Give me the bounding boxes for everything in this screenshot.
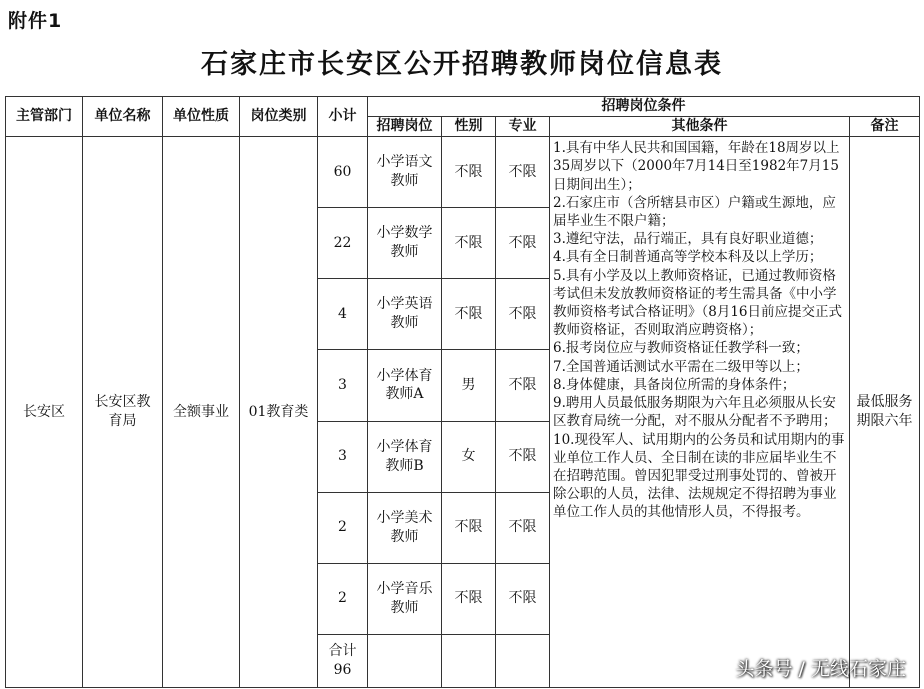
- condition-item: 1.具有中华人民共和国国籍，年龄在18周岁以上35周岁以下（2000年7月14日至1982年7月15日期间出生）；: [553, 140, 840, 193]
- cell-unit-name: 长安区教育局: [83, 137, 163, 688]
- cell-post: 小学英语教师: [368, 279, 442, 350]
- cell-gender: 不限: [442, 492, 496, 563]
- cell-major: 不限: [496, 350, 550, 421]
- cell-post: 小学语文教师: [368, 137, 442, 208]
- cell-post: 小学数学教师: [368, 208, 442, 279]
- cell-empty: [496, 634, 550, 687]
- condition-item: 10.现役军人、试用期内的公务员和试用期内的事业单位工作人员、全日制在读的非应届毕业生不在招聘范围。曾因犯罪受过刑事处罚的、曾被开除公职的人员，法律、法规规定不得招聘为事业单位工作人员的其他情形人员，不得报考。: [553, 431, 845, 521]
- condition-item: 8.身体健康，具备岗位所需的身体条件；: [553, 376, 796, 393]
- cell-other-conditions: [550, 137, 850, 688]
- cell-empty: [368, 634, 442, 687]
- cell-subtotal: 3: [318, 350, 368, 421]
- cell-dept: 长安区: [6, 137, 83, 688]
- cell-major: 不限: [496, 563, 550, 634]
- cell-total: [318, 634, 368, 687]
- attachment-label: 附件1: [8, 10, 63, 32]
- table-row: [6, 137, 920, 208]
- header-subtotal: 小计: [318, 97, 368, 137]
- cell-post-category: 01教育类: [240, 137, 318, 688]
- header-major: 专业: [496, 117, 550, 137]
- total-label: 合计: [328, 643, 357, 660]
- cell-unit-type: 全额事业: [163, 137, 240, 688]
- cell-post: 小学体育教师A: [368, 350, 442, 421]
- cell-subtotal: 2: [318, 563, 368, 634]
- total-value: 96: [333, 661, 352, 678]
- cell-major: 不限: [496, 208, 550, 279]
- cell-post: 小学体育教师B: [368, 421, 442, 492]
- recruitment-table: [5, 96, 920, 688]
- condition-item: 7.全国普通话测试水平需在二级甲等以上；: [553, 358, 809, 375]
- cell-gender: 不限: [442, 563, 496, 634]
- cell-gender: 不限: [442, 279, 496, 350]
- condition-item: 2.石家庄市（含所辖县市区）户籍或生源地，应届毕业生不限户籍；: [553, 194, 836, 229]
- header-unit-name: 单位名称: [83, 97, 163, 137]
- cell-subtotal: 3: [318, 421, 368, 492]
- header-gender: 性别: [442, 117, 496, 137]
- page-title: 石家庄市长安区公开招聘教师岗位信息表: [201, 49, 723, 80]
- condition-item: 6.报考岗位应与教师资格证任教学科一致；: [553, 340, 809, 357]
- cell-gender: 不限: [442, 137, 496, 208]
- header-post-category: 岗位类别: [240, 97, 318, 137]
- watermark: 头条号 / 无线石家庄: [735, 658, 906, 680]
- condition-item: 3.遵纪守法，品行端正，具有良好职业道德；: [553, 231, 823, 248]
- cell-major: 不限: [496, 137, 550, 208]
- cell-subtotal: 2: [318, 492, 368, 563]
- cell-empty: [442, 634, 496, 687]
- cell-post: 小学美术教师: [368, 492, 442, 563]
- header-unit-type: 单位性质: [163, 97, 240, 137]
- header-remark: 备注: [850, 117, 920, 137]
- condition-item: 5.具有小学及以上教师资格证，已通过教师资格考试但未发放教师资格证的考生需具备《中小学教师资格考试合格证明》（8月16日前应提交正式教师资格证，否则取消应聘资格）；: [553, 267, 843, 339]
- cell-gender: 女: [442, 421, 496, 492]
- header-post: 招聘岗位: [368, 117, 442, 137]
- header-conditions-group: 招聘岗位条件: [368, 97, 920, 117]
- cell-post: 小学音乐教师: [368, 563, 442, 634]
- cell-remark: 最低服务期限六年: [850, 137, 920, 688]
- cell-subtotal: 22: [318, 208, 368, 279]
- cell-major: 不限: [496, 279, 550, 350]
- cell-major: 不限: [496, 421, 550, 492]
- cell-major: 不限: [496, 492, 550, 563]
- cell-subtotal: 4: [318, 279, 368, 350]
- cell-gender: 男: [442, 350, 496, 421]
- condition-item: 4.具有全日制普通高等学校本科及以上学历；: [553, 249, 823, 266]
- cell-gender: 不限: [442, 208, 496, 279]
- cell-subtotal: 60: [318, 137, 368, 208]
- header-other: 其他条件: [550, 117, 850, 137]
- header-dept: 主管部门: [6, 97, 83, 137]
- condition-item: 9.聘用人员最低服务期限为六年且必须服从长安区教育局统一分配，对不服从分配者不予聘用；: [553, 395, 837, 430]
